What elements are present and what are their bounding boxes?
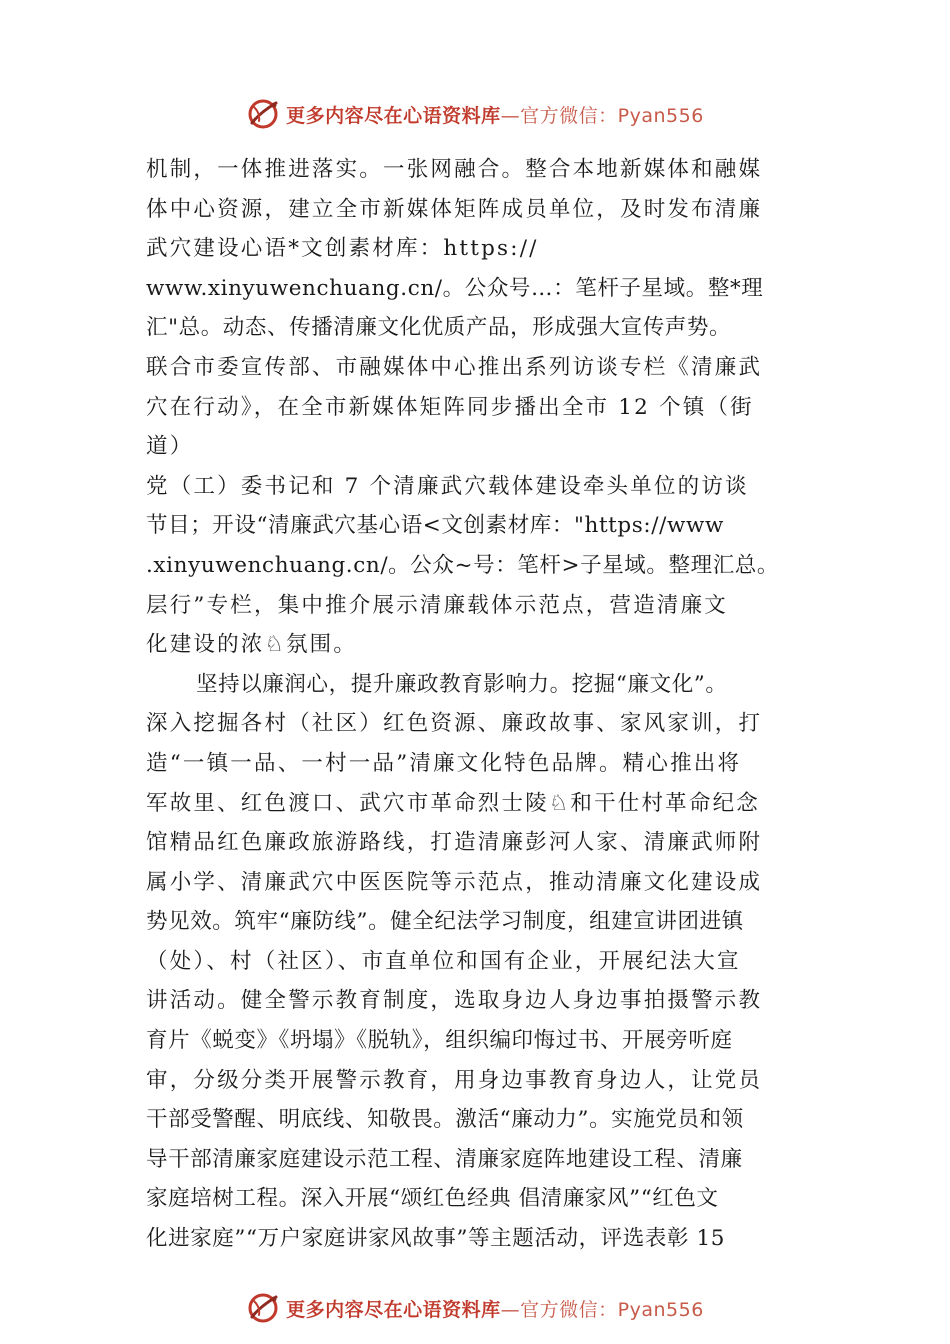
body-line: 育片《蜕变》《坍塌》《脱轨》，组织编印悔过书、开展旁听庭 [146, 1028, 733, 1054]
body-line: 穴在行动》，在全市新媒体矩阵同步播出全市 12 个镇（街 [146, 394, 754, 420]
body-line: 节目；开设“清廉武穴基心语<文创素材库："https://www [146, 513, 724, 539]
body-line: （处）、村（社区）、市直单位和国有企业，开展纪法大宣 [146, 948, 741, 974]
body-line: 造“一镇一品、一村一品”清廉文化特色品牌。精心推出将 [146, 750, 742, 776]
body-line: 联合市委宣传部、市融媒体中心推出系列访谈专栏《清廉武 [146, 354, 763, 380]
body-line: 军故里、红色渡口、武穴市革命烈士陵♘和干仕村革命纪念 [146, 790, 760, 816]
document-body [146, 150, 826, 1259]
body-line: 化建设的浓♘氛围。 [146, 632, 358, 658]
watermark-text [286, 101, 704, 128]
body-line: 导干部清廉家庭建设示范工程、清廉家庭阵地建设工程、清廉 [146, 1146, 743, 1172]
body-line: 体中心资源，建立全市新媒体矩阵成员单位，及时发布清廉 [146, 196, 763, 222]
body-line: 讲活动。健全警示教育制度，选取身边人身边事拍摄警示教 [146, 988, 763, 1014]
paragraph-start-line: 坚持以廉润心，提升廉政教育影响力。挖掘“廉文化”。 [196, 671, 728, 697]
body-line: 武穴建设心语*文创素材库：https:// [146, 236, 539, 262]
body-line: 深入挖掘各村（社区）红色资源、廉政故事、家风家训，打 [146, 711, 763, 737]
watermark-main: 更多内容尽在心语资料库 [286, 104, 501, 127]
watermark-wechat: —官方微信：Pyan556 [500, 104, 704, 127]
body-line: 家庭培树工程。深入开展“颂红色经典 倡清廉家风”“红色文 [146, 1186, 719, 1212]
body-line: 干部受警醒、明底线、知敬畏。激活“廉动力”。实施党员和领 [146, 1107, 744, 1133]
brush-logo-icon [246, 97, 280, 131]
footer-watermark [0, 1288, 950, 1328]
watermark-wechat: —官方微信：Pyan556 [500, 1298, 704, 1321]
body-line: 馆精品红色廉政旅游路线，打造清廉彭河人家、清廉武师附 [146, 830, 763, 856]
body-line: 汇"总。动态、传播清廉文化优质产品，形成强大宣传声势。 [146, 315, 732, 341]
body-line: 属小学、清廉武穴中医医院等示范点，推动清廉文化建设成 [146, 869, 763, 895]
watermark-main: 更多内容尽在心语资料库 [286, 1298, 501, 1321]
body-line: 道） [146, 434, 194, 460]
body-line: 势见效。筑牢“廉防线”。健全纪法学习制度，组建宣讲团进镇 [146, 909, 744, 935]
body-line: www.xinyuwenchuang.cn/。公众号…：笔杆子星域。整*理 [146, 275, 764, 301]
watermark-text [286, 1295, 704, 1322]
brush-logo-icon [246, 1291, 280, 1325]
header-watermark [0, 94, 950, 134]
body-line: .xinyuwenchuang.cn/。公众~号：笔杆>子星域。整理汇总。 [146, 552, 780, 578]
body-line: 化进家庭”“万户家庭讲家风故事”等主题活动，评选表彰 15 [146, 1226, 726, 1252]
body-line: 党（工）委书记和 7 个清廉武穴载体建设牵头单位的访谈 [146, 473, 749, 499]
body-line: 审，分级分类开展警示教育，用身边事教育身边人，让党员 [146, 1067, 763, 1093]
body-line: 机制，一体推进落实。一张网融合。整合本地新媒体和融媒 [146, 157, 763, 182]
body-line: 层行”专栏，集中推介展示清廉载体示范点，营造清廉文 [146, 592, 728, 618]
